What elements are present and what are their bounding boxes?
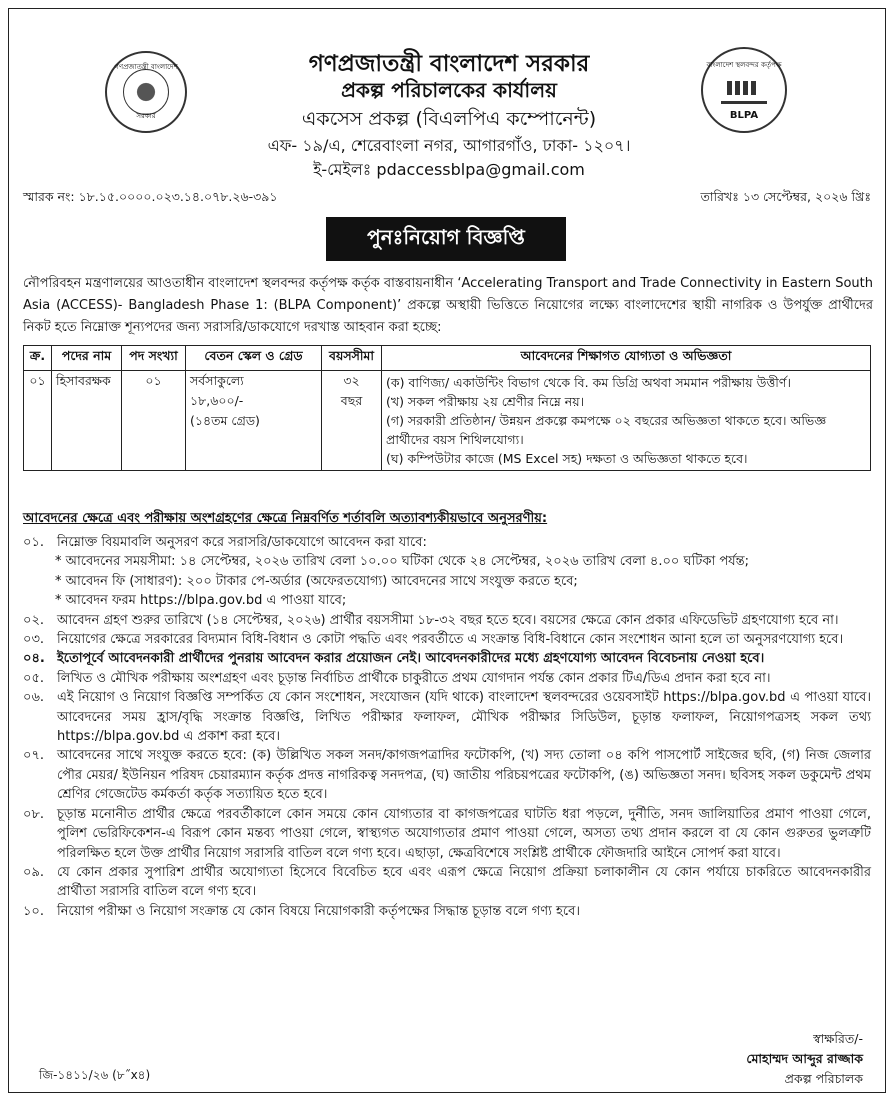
- list-item: [23, 902, 871, 921]
- header-address: এফ- ১৯/এ, শেরেবাংলা নগর, আগারগাঁও, ঢাকা- ১২০৭।: [267, 136, 631, 155]
- rule-number: ০১.: [23, 535, 45, 550]
- qualification-item: (খ) সকল পরীক্ষায় ২য় শ্রেণীর নিম্নে নয়।: [386, 394, 585, 409]
- blpa-ring-text: বাংলাদেশ স্থলবন্দর কর্তৃপক্ষ: [706, 61, 782, 69]
- cell-serial: ০১: [24, 371, 52, 471]
- col-post-name: পদের নাম: [52, 346, 122, 371]
- rule-text: আবেদন গ্রহণ শুরুর তারিখে (১৪ সেপ্টেম্বর, ২০২৬) প্রার্থীর বয়সসীমা ১৮-৩২ বছর হতে হবে। বয়সের ক্ষেত্রে কোন প্রকার এফিডেভিট গ্রহণযোগ্য হবে না।: [57, 612, 839, 628]
- cell-post-count: ০১: [122, 371, 186, 471]
- conditions-title: আবেদনের ক্ষেত্রে এবং পরীক্ষায় অংশগ্রহণের ক্ষেত্রে নিম্নবর্ণিত শর্তাবলি অত্যাবশ্যকীয়ভাবে অনুসরণীয়:: [23, 511, 548, 526]
- cell-qualification: [382, 371, 871, 471]
- qualification-item: (ক) বাণিজ্য/ একাউন্টিং বিভাগ থেকে বি. কম ডিগ্রি অথবা সমমান পরীক্ষায় উত্তীর্ণ।: [386, 375, 791, 390]
- pay-line-3: (১৪তম গ্রেড): [190, 413, 260, 428]
- cell-pay-scale: [186, 371, 322, 471]
- memo-number: স্মারক নং: ১৮.১৫.০০০০.০২৩.১৪.০৭৮.২৬-৩৯১: [23, 189, 278, 204]
- list-item: [23, 533, 871, 552]
- list-item: [23, 649, 871, 668]
- notice-title: পুনঃনিয়োগ বিজ্ঞপ্তি: [326, 217, 566, 261]
- header-project: একসেস প্রকল্প (বিএলপিএ কম্পোনেন্ট): [301, 108, 597, 130]
- rule-text: লিখিত ও মৌখিক পরীক্ষায় অংশগ্রহণ এবং চূড়ান্ত নির্বাচিত প্রার্থীকে চাকুরীতে প্রথম যোগদান পর্যন্ত কোন প্রকার টিএ/ডিএ প্রদান করা হবে না।: [57, 670, 771, 686]
- table-row: [24, 371, 871, 471]
- signed-label: স্বাক্ষরিত/-: [813, 1031, 863, 1046]
- list-item: [23, 669, 871, 688]
- conditions-list: [23, 533, 871, 921]
- rule-number: ১০.: [23, 903, 45, 919]
- signatory-name: মোহাম্মদ আব্দুর রাজ্জাক: [746, 1051, 863, 1066]
- bangladesh-map-icon: [123, 69, 169, 115]
- list-item: [23, 863, 871, 902]
- list-item: [23, 746, 871, 804]
- rule1-sub-item: * আবেদনের সময়সীমা: ১৪ সেপ্টেম্বর, ২০২৬ তারিখ বেলা ১০.০০ ঘটিকা থেকে ২৪ সেপ্টেম্বর, ২০২৬ তারিখ বেলা ৪.০০ ঘটিকা পর্যন্ত;: [55, 554, 749, 570]
- rule-text: চূড়ান্ত মনোনীত প্রার্থীর ক্ষেত্রে পরবর্তীকালে কোন সময়ে কোন যোগ্যতার বা কাগজপত্রের ঘাটতি ধরা পড়লে, দুর্নীতি, সনদ জালিয়াতির প্রমাণ পাওয়া গেলে, পুলিশ ভেরিফিকেশন-এ বিরূপ কোন মন্তব্য পাওয়া গেলে, স্বাস্থ্যগত অযোগ্যতার প্রমাণ পাওয়া গেলে, অসত্য তথ্য প্রদান করলে বা যে কোন গুরুতর ভুলত্রুটি পরিলক্ষিত হলে উক্ত প্রার্থীর নিয়োগ সরাসরি বাতিল বলে গণ্য হবে। এছাড়া, ক্ষেত্রবিশেষে সংশ্লিষ্ট প্রার্থীকে ফৌজদারি আইনে সোপর্দ করা যাবে।: [57, 806, 871, 861]
- pay-line-1: সর্বসাকুল্যে: [190, 373, 244, 388]
- rule-text: নিয়োগের ক্ষেত্রে সরকারের বিদ্যমান বিধি-বিধান ও কোটা পদ্ধতি এবং পরবর্তীতে এ সংক্রান্ত বিধি-বিধানে কোন সংশোধন আনা হলে তা অনুসরণযোগ্য হবে।: [57, 632, 844, 648]
- blpa-logo-icon: [701, 47, 787, 133]
- col-pay-scale: বেতন স্কেল ও গ্রেড: [186, 346, 322, 371]
- list-item: [23, 688, 871, 746]
- qualification-item: (ঘ) কম্পিউটার কাজে (MS Excel সহ) দক্ষতা ও অভিজ্ঞতা থাকতে হবে।: [386, 451, 748, 466]
- age-value: ৩২: [343, 373, 360, 388]
- cell-age-limit: [322, 371, 382, 471]
- col-serial: ক্র.: [24, 346, 52, 371]
- rule-text: যে কোন প্রকার সুপারিশ প্রার্থীর অযোগ্যতা হিসেবে বিবেচিত হবে এবং এরূপ ক্ষেত্রে নিয়োগ প্রক্রিয়া চলাকালীন যে কোন পর্যায়ে চাকরিতে আবেদনকারীর প্রার্থীতা সরাসরি বাতিল বলে গণ্য হবে।: [57, 864, 871, 900]
- rule-number: ০৬.: [23, 690, 45, 706]
- rule1-sub-item: * আবেদন ফি (সাধারণ): ২০০ টাকার পে-অর্ডার (অফেরতযোগ্য) আবেদনের সাথে সংযুক্ত করতে হবে;: [55, 573, 578, 589]
- signatory-designation: প্রকল্প পরিচালক: [784, 1071, 863, 1086]
- memo-line: [23, 189, 871, 209]
- col-age-limit: বয়সসীমা: [322, 346, 382, 371]
- header-office: প্রকল্প পরিচালকের কার্যালয়: [341, 78, 557, 102]
- rule1-sub-item: * আবেদন ফরম https://blpa.gov.bd এ পাওয়া যাবে;: [55, 593, 347, 609]
- rule-text: নিম্নোক্ত বিয়মাবলি অনুসরণ করে সরাসরি/ডাকযোগে আবেদন করা যাবে:: [57, 535, 427, 550]
- rule-text: নিয়োগ পরীক্ষা ও নিয়োগ সংক্রান্ত যে কোন বিষয়ে নিয়োগকারী কর্তৃপক্ষের সিদ্ধান্ত চূড়ান্ত বলে গণ্য হবে।: [57, 903, 580, 919]
- notice-page: [8, 8, 886, 1093]
- rule-text: এই নিয়োগ ও নিয়োগ বিজ্ঞপ্তি সম্পর্কিত যে কোন সংশোধন, সংযোজন (যদি থাকে) বাংলাদেশ স্থলবন্দরের ওয়েবসাইট https://blpa.gov.bd এ পাওয়া যাবে। আবেদনের সময় হ্রাস/বৃদ্ধি সংক্রান্ত বিজ্ঞপ্তি, লিখিত পরীক্ষার ফলাফল, মৌখিক পরীক্ষার সিডিউল, চূড়ান্ত ফলাফল, নিয়োগপত্রসহ সকল তথ্য https://blpa.gov.bd এ প্রকাশ করা হবে।: [57, 690, 871, 745]
- ship-icon: [721, 79, 767, 104]
- vacancy-table: [23, 345, 871, 471]
- seal-bottom-text: সরকার: [136, 112, 156, 120]
- government-seal-icon: [105, 51, 187, 133]
- age-unit: বছর: [340, 393, 363, 408]
- blpa-label: BLPA: [729, 110, 759, 121]
- rule-number: ০২.: [23, 612, 45, 628]
- list-item: [23, 805, 871, 863]
- cell-post-name: হিসাবরক্ষক: [52, 371, 122, 471]
- rule-text: ইতোপূর্বে আবেদনকারী প্রার্থীদের পুনরায় আবেদন করার প্রয়োজন নেই। আবেদনকারীদের মধ্যে গ্রহণযোগ্য আবেদন বিবেচনায় নেওয়া হবে।: [57, 651, 765, 667]
- qualification-item: (গ) সরকারী প্রতিষ্ঠান/ উন্নয়ন প্রকল্পে কমপক্ষে ০২ বছরের অভিজ্ঞতা থাকতে হবে। অভিজ্ঞ প্রার্থীদের বয়স শিথিলযোগ্য।: [386, 413, 827, 447]
- rule-number: ০৩.: [23, 632, 45, 648]
- col-post-count: পদ সংখ্যা: [122, 346, 186, 371]
- rule-text: আবেদনের সাথে সংযুক্ত করতে হবে: (ক) উল্লিখিত সকল সনদ/কাগজপত্রাদির ফটোকপি, (খ) সদ্য তোলা ০৪ কপি পাসপোর্ট সাইজের ছবি, (গ) নিজ জেলার পৌর মেয়র/ ইউনিয়ন পরিষদ চেয়ারম্যান কর্তৃক প্রদত্ত নাগরিকত্ব সনদপত্র, (ঘ) জাতীয় পরিচয়পত্রের ফটোকপি, (ঙ) অভিজ্ঞতা সনদ। ছবিসহ সকল ডকুমেন্ট প্রথম শ্রেণির গেজেটেড কর্মকর্তা কর্তৃক সত্যায়িত হতে হবে।: [57, 748, 871, 803]
- rule-number: ০৪.: [23, 651, 45, 667]
- memo-date: তারিখঃ ১৩ সেপ্টেম্বর, ২০২৬ খ্রিঃ: [700, 189, 871, 204]
- footer-code: জি-১৪১১/২৬ (৮˝x৪): [39, 1068, 151, 1082]
- col-qualification: আবেদনের শিক্ষাগত যোগ্যতা ও অভিজ্ঞতা: [382, 346, 871, 371]
- rule-number: ০৯.: [23, 864, 45, 880]
- list-item: [23, 630, 871, 649]
- signature-block: [746, 1029, 863, 1089]
- intro-paragraph: নৌপরিবহন মন্ত্রণালয়ের আওতাধীন বাংলাদেশ স্থলবন্দর কর্তৃপক্ষ কর্তৃক বাস্তবায়নাধীন ‘Accelerating Transport and Trade Connectivity in Eastern South Asia (ACCESS)- Bangladesh Phase 1: (BLPA Component)’ প্রকল্পে অস্থায়ী ভিত্তিতে নিয়োগের লক্ষ্যে বাংলাদেশের স্থায়ী নাগরিক ও উপর্যুক্ত প্রার্থীদের নিকট হতে নিম্নোক্ত শূন্যপদের জন্য সরাসরি/ডাকযোগে দরখাস্ত আহবান করা হচ্ছে:: [23, 276, 873, 335]
- rule-number: ০৮.: [23, 806, 45, 822]
- seal-top-text: গণপ্রজাতন্ত্রী বাংলাদেশ: [114, 63, 178, 71]
- pay-line-2: ১৮,৬০০/-: [190, 393, 244, 408]
- table-header-row: [24, 346, 871, 371]
- header-government: গণপ্রজাতন্ত্রী বাংলাদেশ সরকার: [308, 51, 590, 77]
- rule-number: ০৫.: [23, 670, 45, 686]
- list-item: [23, 611, 871, 630]
- header-email: ই-মেইলঃ pdaccessblpa@gmail.com: [313, 160, 585, 179]
- rule-number: ০৭.: [23, 748, 45, 764]
